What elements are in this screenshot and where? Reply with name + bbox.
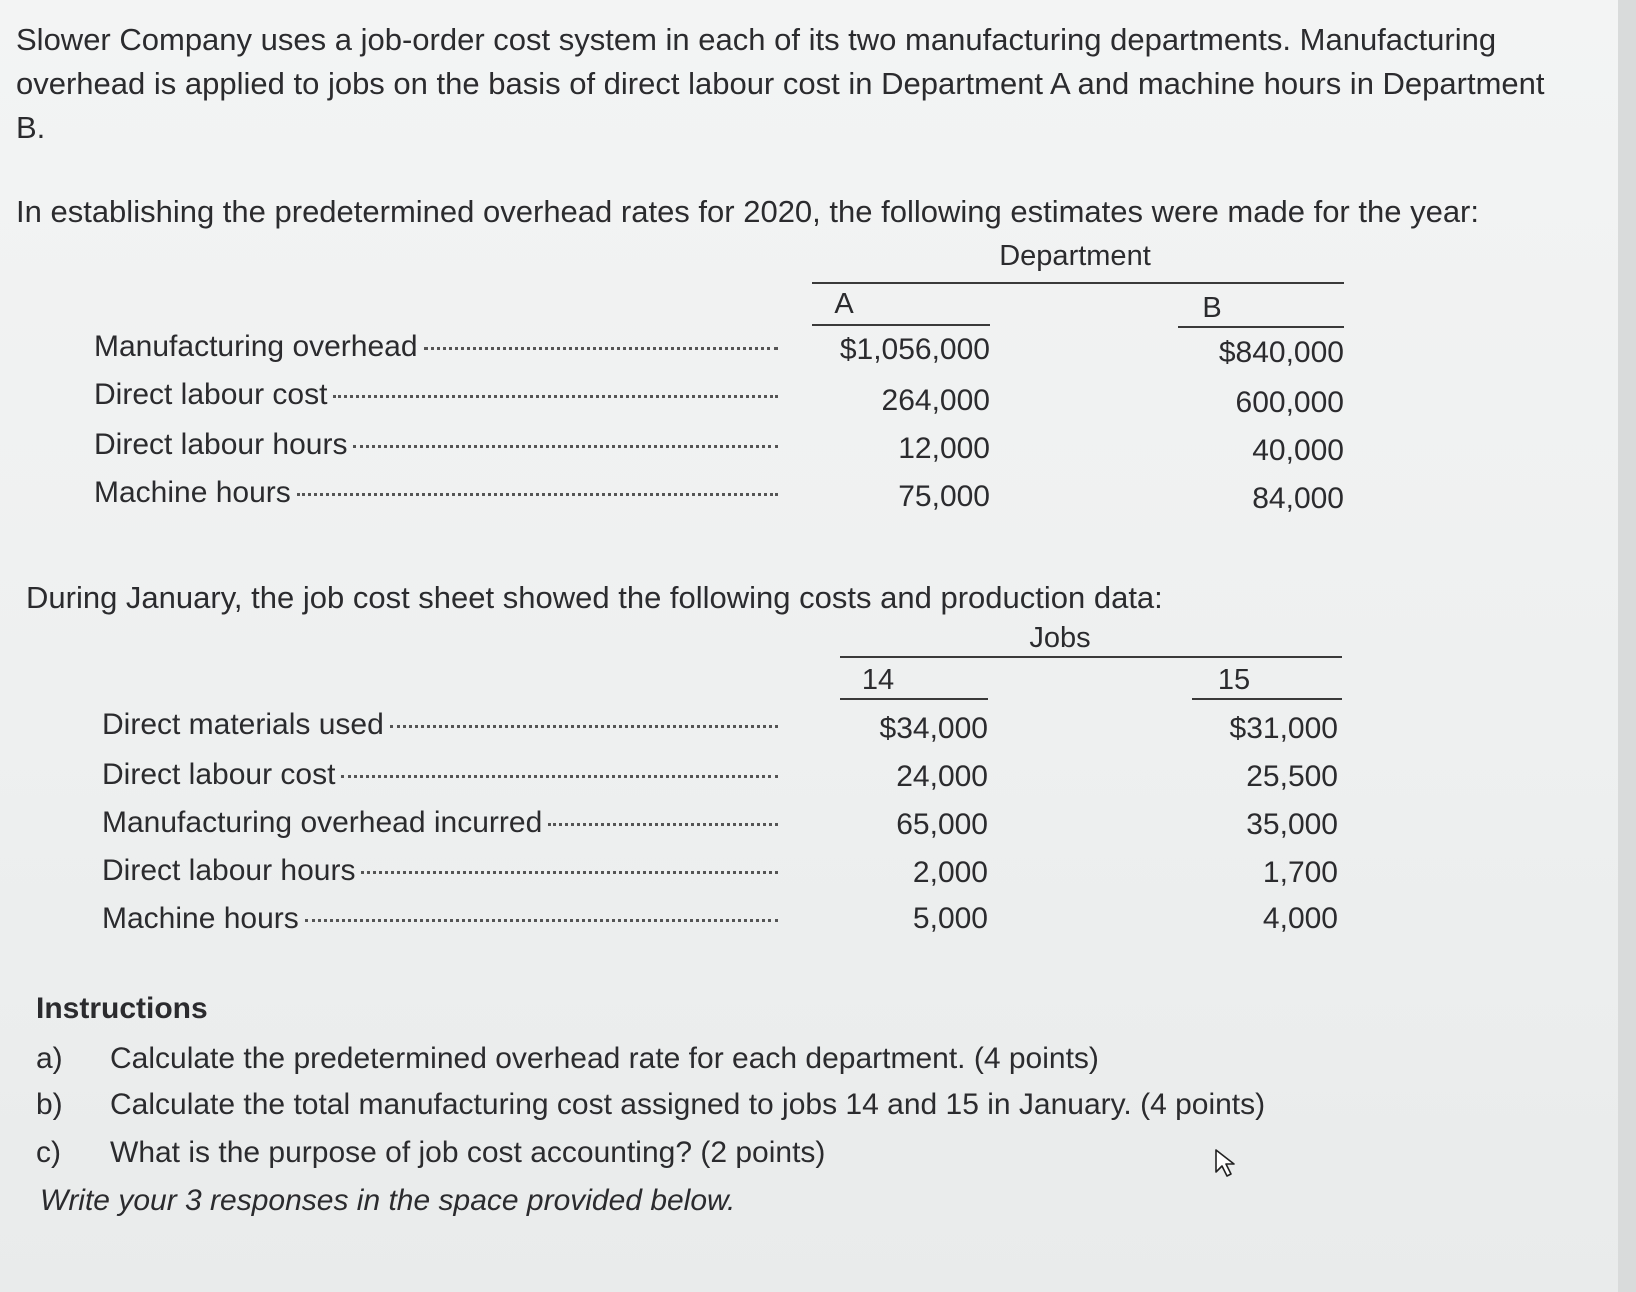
instruction-marker: b) — [36, 1088, 63, 1121]
jobs-col-15-rule — [1192, 698, 1342, 700]
dept-header-rule — [812, 282, 1344, 284]
instruction-item — [36, 1042, 1099, 1076]
dept-row-a-value: 12,000 — [898, 432, 990, 465]
instruction-marker: a) — [36, 1042, 63, 1075]
estimates-intro: In establishing the predetermined overhead rates for 2020, the following estimates were made for the year: — [16, 194, 1479, 229]
dept-col-b: B — [1202, 292, 1222, 324]
jobs-header-rule — [840, 656, 1342, 658]
jobs-row-14-value: 2,000 — [912, 856, 988, 889]
instruction-item — [36, 1088, 1265, 1122]
footer-note: Write your 3 responses in the space provided below. — [40, 1184, 736, 1217]
dept-row-label: Machine hours — [94, 476, 778, 510]
jobs-row-15-value: 1,700 — [1262, 856, 1338, 889]
jobs-row-label: Direct materials used — [102, 708, 778, 742]
jobs-row-label: Manufacturing overhead incurred — [102, 806, 778, 840]
jobs-col-14-rule — [840, 698, 988, 700]
dept-row-a-value: 75,000 — [898, 480, 990, 513]
jobs-col-14: 14 — [861, 664, 895, 696]
jobs-row-15-value: 35,000 — [1246, 808, 1338, 841]
jobs-row-15-value: 25,500 — [1246, 760, 1338, 793]
dept-row-b-value: 600,000 — [1235, 386, 1344, 419]
instruction-item — [36, 1136, 825, 1170]
jobs-col-15: 15 — [1217, 664, 1251, 696]
jobs-row-15-value: $31,000 — [1229, 712, 1338, 745]
dept-header: Department — [999, 240, 1151, 272]
jobs-row-14-value: $34,000 — [879, 712, 988, 745]
dept-row-a-value: 264,000 — [881, 384, 990, 417]
instruction-text: Calculate the predetermined overhead rate for each department. (4 points) — [110, 1042, 1099, 1075]
jobs-row-label: Direct labour cost — [102, 758, 778, 792]
page-edge — [1618, 0, 1636, 1292]
jobs-row-label: Machine hours — [102, 902, 778, 936]
january-intro: During January, the job cost sheet showed the following costs and production data: — [26, 580, 1163, 615]
dept-col-a: A — [834, 288, 854, 320]
dept-row-a-value: $1,056,000 — [839, 333, 990, 366]
jobs-row-14-value: 5,000 — [912, 902, 988, 935]
jobs-row-15-value: 4,000 — [1262, 902, 1338, 935]
instruction-marker: c) — [36, 1136, 61, 1169]
dept-row-label: Manufacturing overhead — [94, 330, 778, 364]
dept-col-a-rule — [812, 324, 990, 326]
dept-row-b-value: 84,000 — [1252, 482, 1344, 515]
jobs-row-label: Direct labour hours — [102, 854, 778, 888]
instruction-text: What is the purpose of job cost accounting? (2 points) — [110, 1136, 826, 1169]
jobs-row-14-value: 65,000 — [896, 808, 988, 841]
intro-paragraph: Slower Company uses a job-order cost system in each of its two manufacturing departments. Manufacturing overhead is applied to jobs on the basis of direct labour cost in Department A and machine hours in Department B. — [16, 22, 1545, 145]
dept-row-label: Direct labour hours — [94, 428, 778, 462]
jobs-header: Jobs — [1029, 622, 1091, 654]
instruction-text: Calculate the total manufacturing cost assigned to jobs 14 and 15 in January. (4 points) — [110, 1088, 1266, 1121]
instructions-title: Instructions — [36, 992, 208, 1025]
jobs-row-14-value: 24,000 — [896, 760, 988, 793]
dept-col-b-rule — [1178, 326, 1344, 328]
dept-row-b-value: $840,000 — [1218, 336, 1344, 369]
mouse-pointer-icon — [1214, 1148, 1240, 1183]
dept-row-b-value: 40,000 — [1252, 434, 1344, 467]
dept-row-label: Direct labour cost — [94, 378, 778, 412]
